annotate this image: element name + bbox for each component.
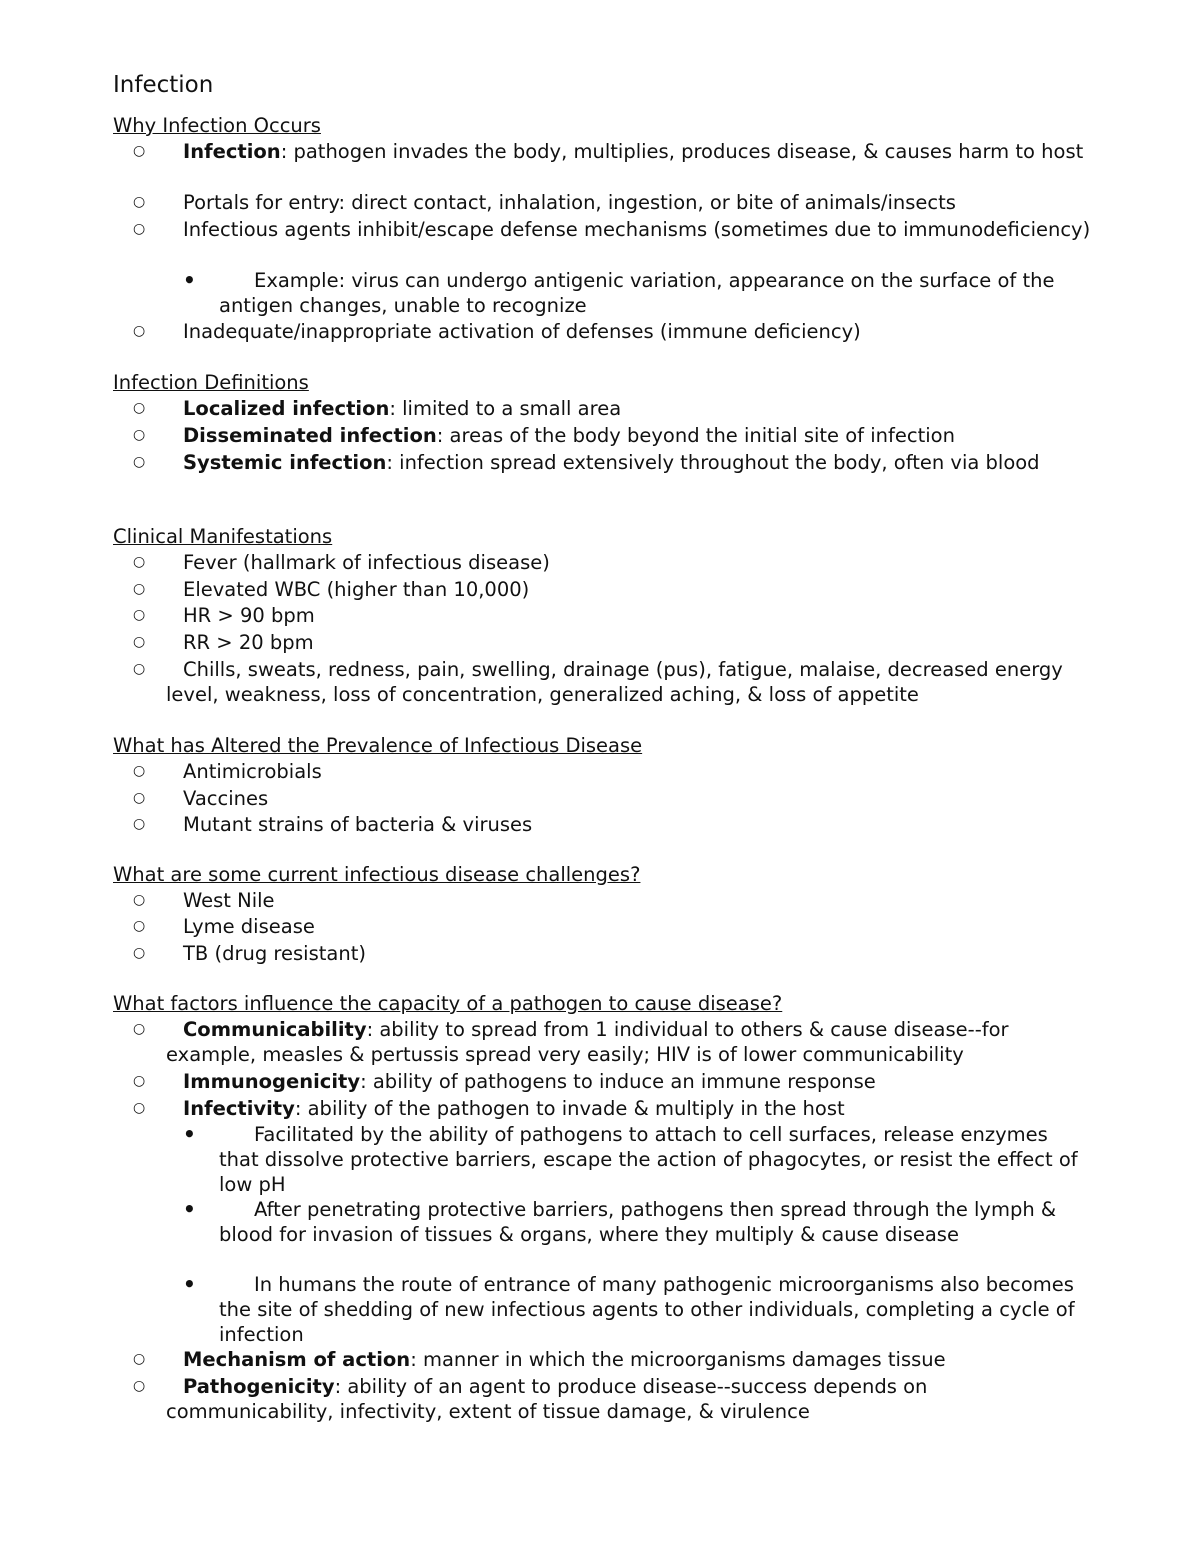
definition: : ability to spread from 1 individual to others & cause disease--for example, measles & pertussis spread very easily; HIV is of lower communicability [166, 1018, 1009, 1066]
circle-bullet-icon: ○ [133, 323, 146, 339]
circle-bullet-icon: ○ [133, 554, 146, 570]
dot-bullet-icon: • [183, 1122, 196, 1146]
term: Infectivity [183, 1097, 295, 1120]
circle-bullet-icon: ○ [133, 763, 146, 779]
section-heading: Why Infection Occurs [113, 114, 321, 137]
circle-bullet-icon: ○ [133, 945, 146, 961]
item-text: Inadequate/inappropriate activation of defenses (immune deficiency) [183, 320, 861, 343]
item-text: Infectious agents inhibit/escape defense mechanisms (sometimes due to immunodeficiency) [183, 218, 1091, 241]
term: Disseminated infection [183, 424, 437, 447]
item-text: HR > 90 bpm [183, 604, 315, 627]
circle-bullet-icon: ○ [133, 918, 146, 934]
circle-bullet-icon: ○ [133, 427, 146, 443]
definition: : ability of an agent to produce disease--success depends on communicability, infectivity, extent of tissue damage, & virulence [166, 1375, 928, 1423]
circle-bullet-icon: ○ [133, 454, 146, 470]
term: Systemic infection [183, 451, 387, 474]
circle-bullet-icon: ○ [133, 1378, 146, 1394]
circle-bullet-icon: ○ [133, 581, 146, 597]
dot-bullet-icon: • [183, 1197, 196, 1221]
circle-bullet-icon: ○ [133, 400, 146, 416]
item-text: Facilitated by the ability of pathogens to attach to cell surfaces, release enzymes that dissolve protective barriers, escape the action of phagocytes, or resist the effect of low pH [219, 1123, 1078, 1196]
item-text: Lyme disease [183, 915, 315, 938]
term: Mechanism of action [183, 1348, 411, 1371]
section-heading: What factors influence the capacity of a pathogen to cause disease? [113, 992, 783, 1015]
item-text: RR > 20 bpm [183, 631, 314, 654]
circle-bullet-icon: ○ [133, 634, 146, 650]
item-text: Antimicrobials [183, 760, 322, 783]
term: Communicability [183, 1018, 367, 1041]
item-text: Fever (hallmark of infectious disease) [183, 551, 550, 574]
section-heading: Infection Definitions [113, 371, 309, 394]
circle-bullet-icon: ○ [133, 1021, 146, 1037]
item-text: Elevated WBC (higher than 10,000) [183, 578, 530, 601]
circle-bullet-icon: ○ [133, 1073, 146, 1089]
item-text: Chills, sweats, redness, pain, swelling, drainage (pus), fatigue, malaise, decreased energy level, weakness, loss of concentration, generalized aching, & loss of appetite [166, 658, 1063, 706]
section-heading: What has Altered the Prevalence of Infectious Disease [113, 734, 643, 757]
circle-bullet-icon: ○ [133, 1100, 146, 1116]
circle-bullet-icon: ○ [133, 221, 146, 237]
definition: : manner in which the microorganisms damages tissue [410, 1348, 946, 1371]
definition: : infection spread extensively throughout the body, often via blood [386, 451, 1040, 474]
item-text: Portals for entry: direct contact, inhalation, ingestion, or bite of animals/insects [183, 191, 956, 214]
circle-bullet-icon: ○ [133, 790, 146, 806]
definition: : areas of the body beyond the initial site of infection [436, 424, 955, 447]
item-text: In humans the route of entrance of many pathogenic microorganisms also becomes the site of shedding of new infectious agents to other individuals, completing a cycle of infection [219, 1273, 1075, 1346]
definition: : ability of pathogens to induce an immune response [360, 1070, 876, 1093]
section-heading: Clinical Manifestations [113, 525, 333, 548]
circle-bullet-icon: ○ [133, 143, 146, 159]
item-text: After penetrating protective barriers, pathogens then spread through the lymph & blood for invasion of tissues & organs, where they multiply & cause disease [219, 1198, 1057, 1246]
definition: : pathogen invades the body, multiplies, produces disease, & causes harm to host [280, 140, 1084, 163]
item-text: West Nile [183, 889, 275, 912]
item-text: TB (drug resistant) [183, 942, 366, 965]
item-text: Vaccines [183, 787, 269, 810]
term: Infection [183, 140, 281, 163]
dot-bullet-icon: • [183, 1272, 196, 1296]
section-heading: What are some current infectious disease challenges? [113, 863, 641, 886]
circle-bullet-icon: ○ [133, 1351, 146, 1367]
circle-bullet-icon: ○ [133, 892, 146, 908]
circle-bullet-icon: ○ [133, 816, 146, 832]
term: Pathogenicity [183, 1375, 335, 1398]
circle-bullet-icon: ○ [133, 194, 146, 210]
definition: : limited to a small area [389, 397, 622, 420]
definition: : ability of the pathogen to invade & multiply in the host [294, 1097, 845, 1120]
circle-bullet-icon: ○ [133, 607, 146, 623]
item-text: Example: virus can undergo antigenic variation, appearance on the surface of the antigen changes, unable to recognize [219, 269, 1055, 317]
item-text: Mutant strains of bacteria & viruses [183, 813, 533, 836]
document-title: Infection [113, 72, 214, 98]
term: Immunogenicity [183, 1070, 361, 1093]
circle-bullet-icon: ○ [133, 661, 146, 677]
dot-bullet-icon: • [183, 268, 196, 292]
term: Localized infection [183, 397, 390, 420]
